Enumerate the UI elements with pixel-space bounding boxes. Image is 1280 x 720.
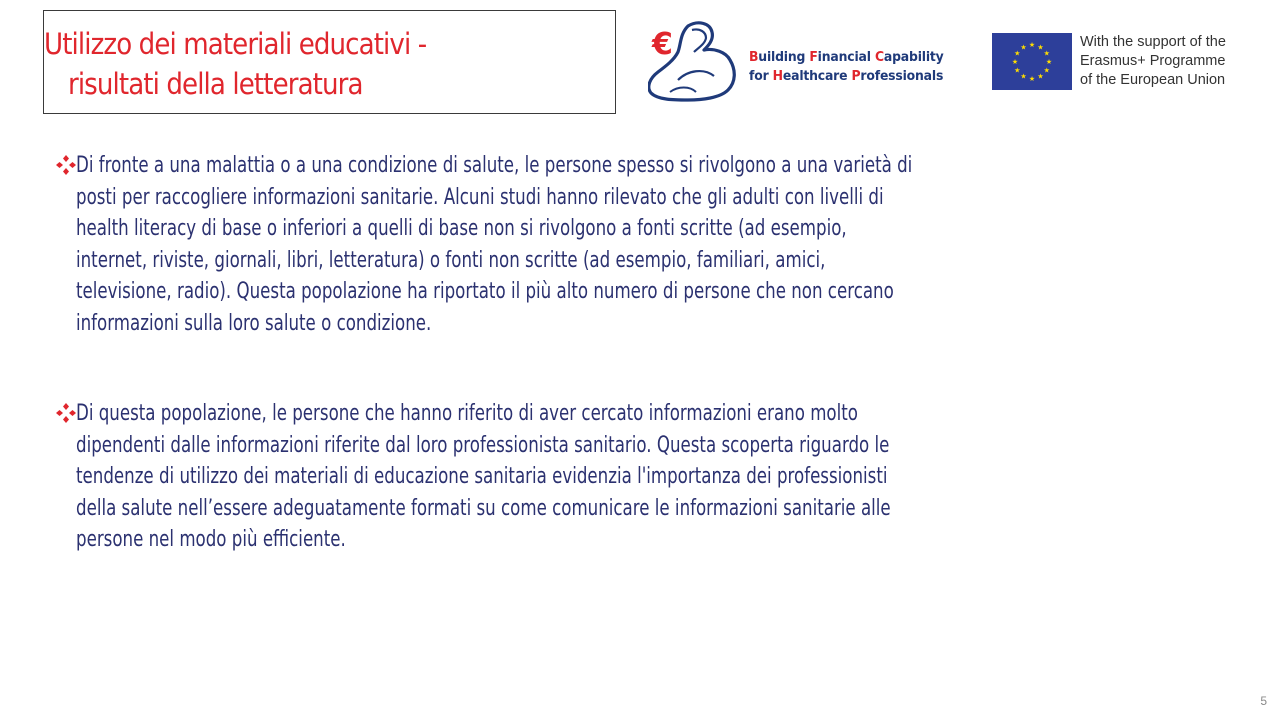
eu-star-icon: ★ (1045, 58, 1053, 66)
eu-star-icon: ★ (1020, 43, 1027, 52)
paragraph-line: health literacy di base o inferiori a quelli di base non si rivolgono a fonti scritte (ad esempio, (76, 215, 847, 241)
paragraph-line: informazioni sulla loro salute o condizione. (76, 309, 432, 336)
eu-star-icon: ★ (1014, 66, 1021, 75)
title-box (43, 10, 616, 114)
paragraph-1-text (76, 150, 1260, 339)
bfc-logo-line-1 (749, 49, 944, 65)
paragraph-line: internet, riviste, giornali, libri, letteratura) o fonti non scritte (ad esempio, familiari, amici, (76, 246, 826, 273)
bfc-logo-line-2 (749, 68, 943, 84)
logo-text-part: apability (883, 49, 944, 65)
eu-star-icon: ★ (1028, 75, 1036, 83)
paragraph-line: Di questa popolazione, le persone che hanno riferito di aver cercato informazioni erano molto (76, 400, 858, 426)
logo-text-part: C (874, 49, 884, 65)
paragraph-line: posti per raccogliere informazioni sanitarie. Alcuni studi hanno rilevato che gli adulti con livelli di (76, 183, 884, 210)
eu-star-icon: ★ (1020, 72, 1027, 81)
eu-flag-icon (992, 33, 1072, 90)
eu-support-block (992, 33, 1272, 93)
logo-text-part: P (851, 68, 861, 84)
paragraph-line: della salute nell’essere adeguatamente formati su come comunicare le informazioni sanitarie alle (76, 494, 891, 521)
logo-text-part: rofessionals (860, 68, 944, 84)
paragraph-line: dipendenti dalle informazioni riferite dal loro professionista sanitario. Questa scoperta riguardo le (76, 431, 890, 458)
slide-title-line-2: risultati della letteratura (68, 67, 363, 101)
svg-text:€: € (652, 27, 673, 62)
eu-star-icon: ★ (1037, 72, 1044, 81)
logo-text-part: ealthcare (782, 68, 852, 84)
bfc-logo (648, 20, 958, 104)
slide-title-line-1: Utilizzo dei materiali educativi - (44, 27, 427, 61)
paragraph-line: televisione, radio). Questa popolazione ha riportato il più alto numero di persone che non cercano (76, 278, 894, 304)
diamond-bullet-icon (55, 402, 77, 424)
eu-support-text (1080, 33, 1226, 90)
logo-text-part: uilding (758, 49, 810, 65)
page-number: 5 (1260, 694, 1267, 708)
eu-star-icon: ★ (1043, 66, 1050, 75)
logo-text-part: for (749, 68, 773, 84)
eu-star-icon: ★ (1011, 58, 1019, 66)
logo-text-part: B (749, 49, 759, 65)
eu-star-icon: ★ (1014, 49, 1021, 58)
eu-support-line-2: Erasmus+ Programme (1080, 53, 1226, 69)
diamond-bullet-icon (55, 154, 77, 176)
eu-support-line-1: With the support of the (1080, 34, 1226, 50)
euro-strong-arm-icon (648, 20, 748, 104)
eu-star-icon: ★ (1037, 43, 1044, 52)
logo-text-part: H (772, 68, 783, 84)
eu-star-icon: ★ (1043, 49, 1050, 58)
paragraph-line: persone nel modo più efficiente. (76, 526, 346, 552)
logo-text-part: F (809, 49, 818, 65)
eu-star-icon: ★ (1028, 41, 1036, 49)
paragraph-line: Di fronte a una malattia o a una condizione di salute, le persone spesso si rivolgono a una varietà di (76, 152, 913, 178)
paragraph-line: tendenze di utilizzo dei materiali di educazione sanitaria evidenzia l'importanza dei professionisti (76, 463, 888, 489)
eu-support-line-3: of the European Union (1080, 72, 1226, 88)
logo-text-part: inancial (817, 49, 875, 65)
paragraph-2-text (76, 398, 1260, 556)
